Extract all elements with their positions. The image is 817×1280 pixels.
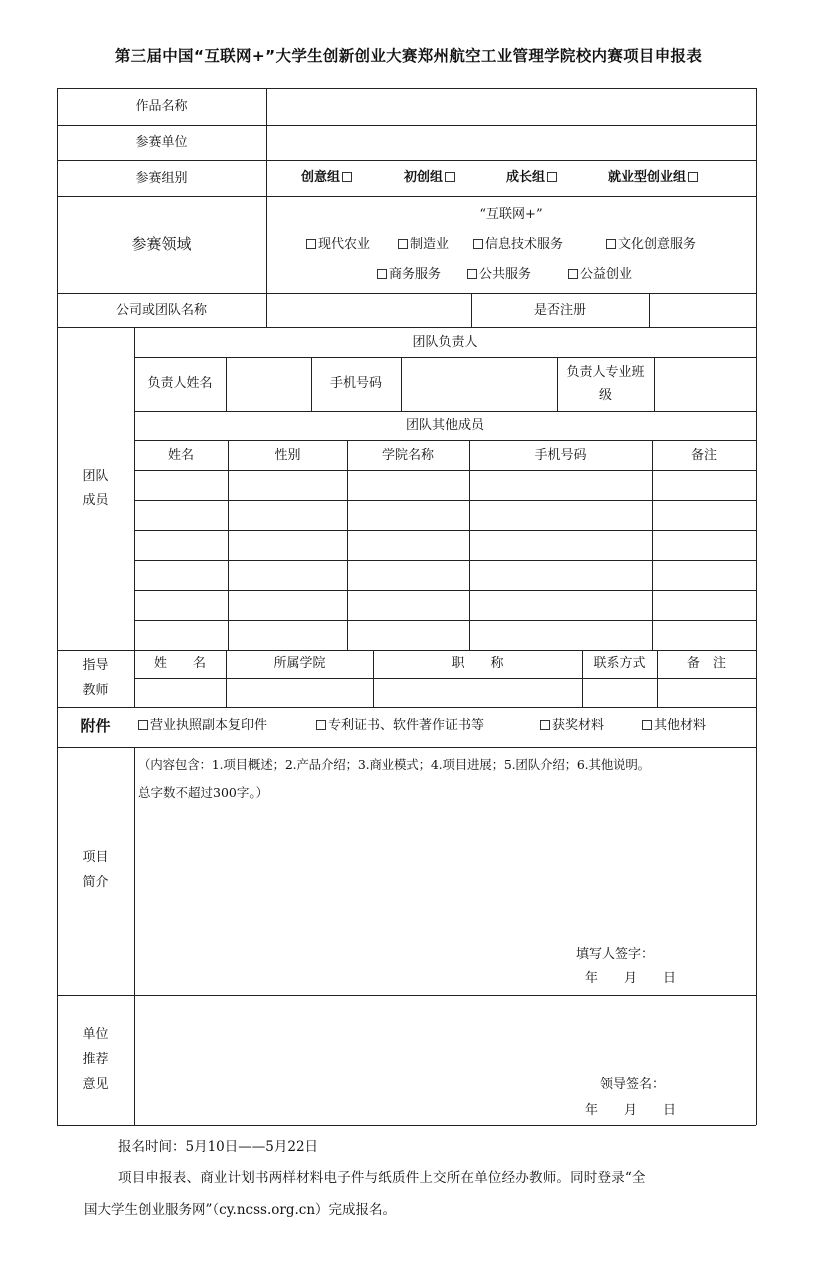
advisor-side-label: 指导 bbox=[82, 658, 109, 673]
checkbox-icon[interactable] bbox=[467, 269, 477, 279]
field-option-business[interactable]: 商务服务 bbox=[375, 268, 441, 281]
field-option-cultural[interactable]: 文化创意服务 bbox=[604, 238, 696, 251]
company-label: 公司或团队名称 bbox=[115, 303, 207, 318]
checkbox-icon[interactable] bbox=[316, 720, 326, 730]
field-option-public[interactable]: 公共服务 bbox=[465, 268, 531, 281]
checkbox-icon[interactable] bbox=[540, 720, 550, 730]
col-remark: 备注 bbox=[690, 448, 717, 463]
advisor-col-remark: 备 注 bbox=[686, 656, 726, 671]
attachment-option-license[interactable]: 营业执照副本复印件 bbox=[136, 719, 267, 732]
instruction-text: 项目申报表、商业计划书两样材料电子件与纸质件上交所在单位经办教师。同时登录“全 bbox=[118, 1170, 646, 1186]
intro-date: 年 月 日 bbox=[585, 971, 677, 986]
leader-name-label: 负责人姓名 bbox=[147, 376, 213, 391]
instruction-text: 国大学生创业服务网”（cy.ncss.org.cn）完成报名。 bbox=[84, 1202, 397, 1218]
advisor-col-contact: 联系方式 bbox=[593, 656, 646, 671]
checkbox-icon[interactable] bbox=[606, 239, 616, 249]
recommend-date: 年 月 日 bbox=[585, 1103, 677, 1118]
major-class-label: 负责人专业班 bbox=[566, 365, 645, 380]
intro-note: 总字数不超过300字。） bbox=[138, 785, 269, 800]
checkbox-icon[interactable] bbox=[445, 172, 455, 182]
checkbox-icon[interactable] bbox=[642, 720, 652, 730]
intro-side-label: 项目 bbox=[82, 850, 109, 865]
checkbox-icon[interactable] bbox=[342, 172, 352, 182]
advisor-col-college: 所属学院 bbox=[273, 656, 326, 671]
field-label: 参赛领域 bbox=[131, 235, 192, 253]
group-option-idea[interactable]: 创意组 bbox=[301, 171, 354, 184]
field-option-it-services[interactable]: 信息技术服务 bbox=[471, 238, 563, 251]
checkbox-icon[interactable] bbox=[398, 239, 408, 249]
work-name-label: 作品名称 bbox=[135, 99, 188, 114]
recommend-side-label: 推荐 bbox=[82, 1052, 109, 1067]
registered-label: 是否注册 bbox=[533, 303, 586, 318]
field-option-agriculture[interactable]: 现代农业 bbox=[304, 238, 370, 251]
col-phone: 手机号码 bbox=[534, 448, 587, 463]
attachment-option-patent[interactable]: 专利证书、软件著作证书等 bbox=[314, 719, 484, 732]
group-option-startup[interactable]: 初创组 bbox=[404, 171, 457, 184]
unit-label: 参赛单位 bbox=[135, 135, 188, 150]
group-option-growth[interactable]: 成长组 bbox=[506, 171, 559, 184]
checkbox-icon[interactable] bbox=[377, 269, 387, 279]
major-class-label: 级 bbox=[598, 388, 612, 403]
leader-heading: 团队负责人 bbox=[412, 335, 478, 350]
deadline-text: 报名时间：5月10日——5月22日 bbox=[118, 1139, 319, 1155]
checkbox-icon[interactable] bbox=[688, 172, 698, 182]
recommend-signature-label: 领导签名： bbox=[600, 1077, 666, 1092]
group-label: 参赛组别 bbox=[135, 171, 188, 186]
checkbox-icon[interactable] bbox=[138, 720, 148, 730]
checkbox-icon[interactable] bbox=[568, 269, 578, 279]
recommend-side-label: 意见 bbox=[82, 1077, 109, 1092]
col-gender: 性别 bbox=[274, 448, 301, 463]
others-heading: 团队其他成员 bbox=[405, 418, 484, 433]
attachment-label: 附件 bbox=[80, 717, 111, 735]
leader-phone-label: 手机号码 bbox=[329, 376, 382, 391]
col-college: 学院名称 bbox=[381, 448, 434, 463]
team-side-label: 团队 bbox=[82, 469, 109, 484]
group-option-employment[interactable]: 就业型创业组 bbox=[608, 171, 700, 184]
advisor-col-name: 姓 名 bbox=[153, 656, 206, 671]
intro-note: （内容包含：1.项目概述；2.产品介绍；3.商业模式；4.项目进展；5.团队介绍；6.其他说明。 bbox=[138, 757, 650, 772]
checkbox-icon[interactable] bbox=[547, 172, 557, 182]
advisor-col-title: 职 称 bbox=[451, 656, 504, 671]
attachment-option-award[interactable]: 获奖材料 bbox=[538, 719, 604, 732]
col-name: 姓名 bbox=[167, 448, 194, 463]
intro-side-label: 简介 bbox=[82, 875, 109, 890]
field-option-manufacturing[interactable]: 制造业 bbox=[396, 238, 449, 251]
intro-signature-label: 填写人签字： bbox=[576, 947, 655, 962]
field-heading: “互联网+” bbox=[479, 207, 543, 222]
team-side-label: 成员 bbox=[82, 493, 109, 508]
recommend-side-label: 单位 bbox=[82, 1027, 109, 1042]
checkbox-icon[interactable] bbox=[306, 239, 316, 249]
field-option-charity[interactable]: 公益创业 bbox=[566, 268, 632, 281]
checkbox-icon[interactable] bbox=[473, 239, 483, 249]
form-title: 第三届中国“互联网+”大学生创新创业大赛郑州航空工业管理学院校内赛项目申报表 bbox=[114, 47, 703, 65]
attachment-option-other[interactable]: 其他材料 bbox=[640, 719, 706, 732]
advisor-side-label: 教师 bbox=[82, 683, 109, 698]
